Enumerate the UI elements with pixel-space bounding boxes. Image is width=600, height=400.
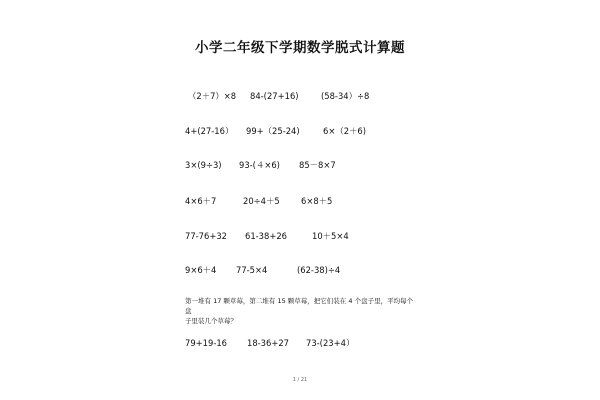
expression: 9×6＋4 <box>185 265 217 275</box>
expression: 18-36+27 <box>247 338 290 348</box>
expression: 99+（25-24) <box>246 126 300 136</box>
word-problem-line: 子里装几个草莓？ <box>185 317 237 325</box>
expression: 10＋5×4 <box>312 231 349 241</box>
expression: 6×8＋5 <box>301 196 333 206</box>
page-title: 小学二年级下学期数学脱式计算题 <box>195 40 405 56</box>
expression: 79+19-16 <box>185 338 228 348</box>
expression: 20÷4＋5 <box>243 196 280 206</box>
expression: 77-5×4 <box>236 265 268 275</box>
page-number: 1 / 21 <box>292 377 308 383</box>
expression-row-6 <box>185 264 445 278</box>
expression: 3×(9÷3) <box>185 160 222 170</box>
expression: (58-34）÷8 <box>321 91 370 101</box>
expression: 61-38+26 <box>245 231 288 241</box>
expression: 4×6＋7 <box>185 196 217 206</box>
expression: 77-76+32 <box>185 231 228 241</box>
word-problem-line: 第一堆有 17 颗草莓，第二堆有 15 颗草莓，把它们装在 4 个盘子里，平均每个 <box>185 297 414 305</box>
expression-row-1 <box>185 90 445 104</box>
expression: (62-38)÷4 <box>297 265 341 275</box>
expression: 93-(４×6) <box>239 160 280 170</box>
expression-row-5 <box>185 230 445 244</box>
expression: 6×（2＋6) <box>323 126 367 136</box>
expression: 85－8×7 <box>299 160 336 170</box>
expression: 4+(27-16） <box>185 126 234 136</box>
word-problem-line: 盘 <box>185 307 192 315</box>
expression-row-4 <box>185 195 445 209</box>
expression-row-3 <box>185 159 445 173</box>
expression-row-7 <box>185 337 445 351</box>
expression: 73-(23+4） <box>306 338 355 348</box>
expression-row-2 <box>185 125 445 139</box>
expression: 84-(27+16) <box>250 91 299 101</box>
expression: （2＋7）×8 <box>188 91 237 101</box>
word-problem <box>185 296 425 326</box>
